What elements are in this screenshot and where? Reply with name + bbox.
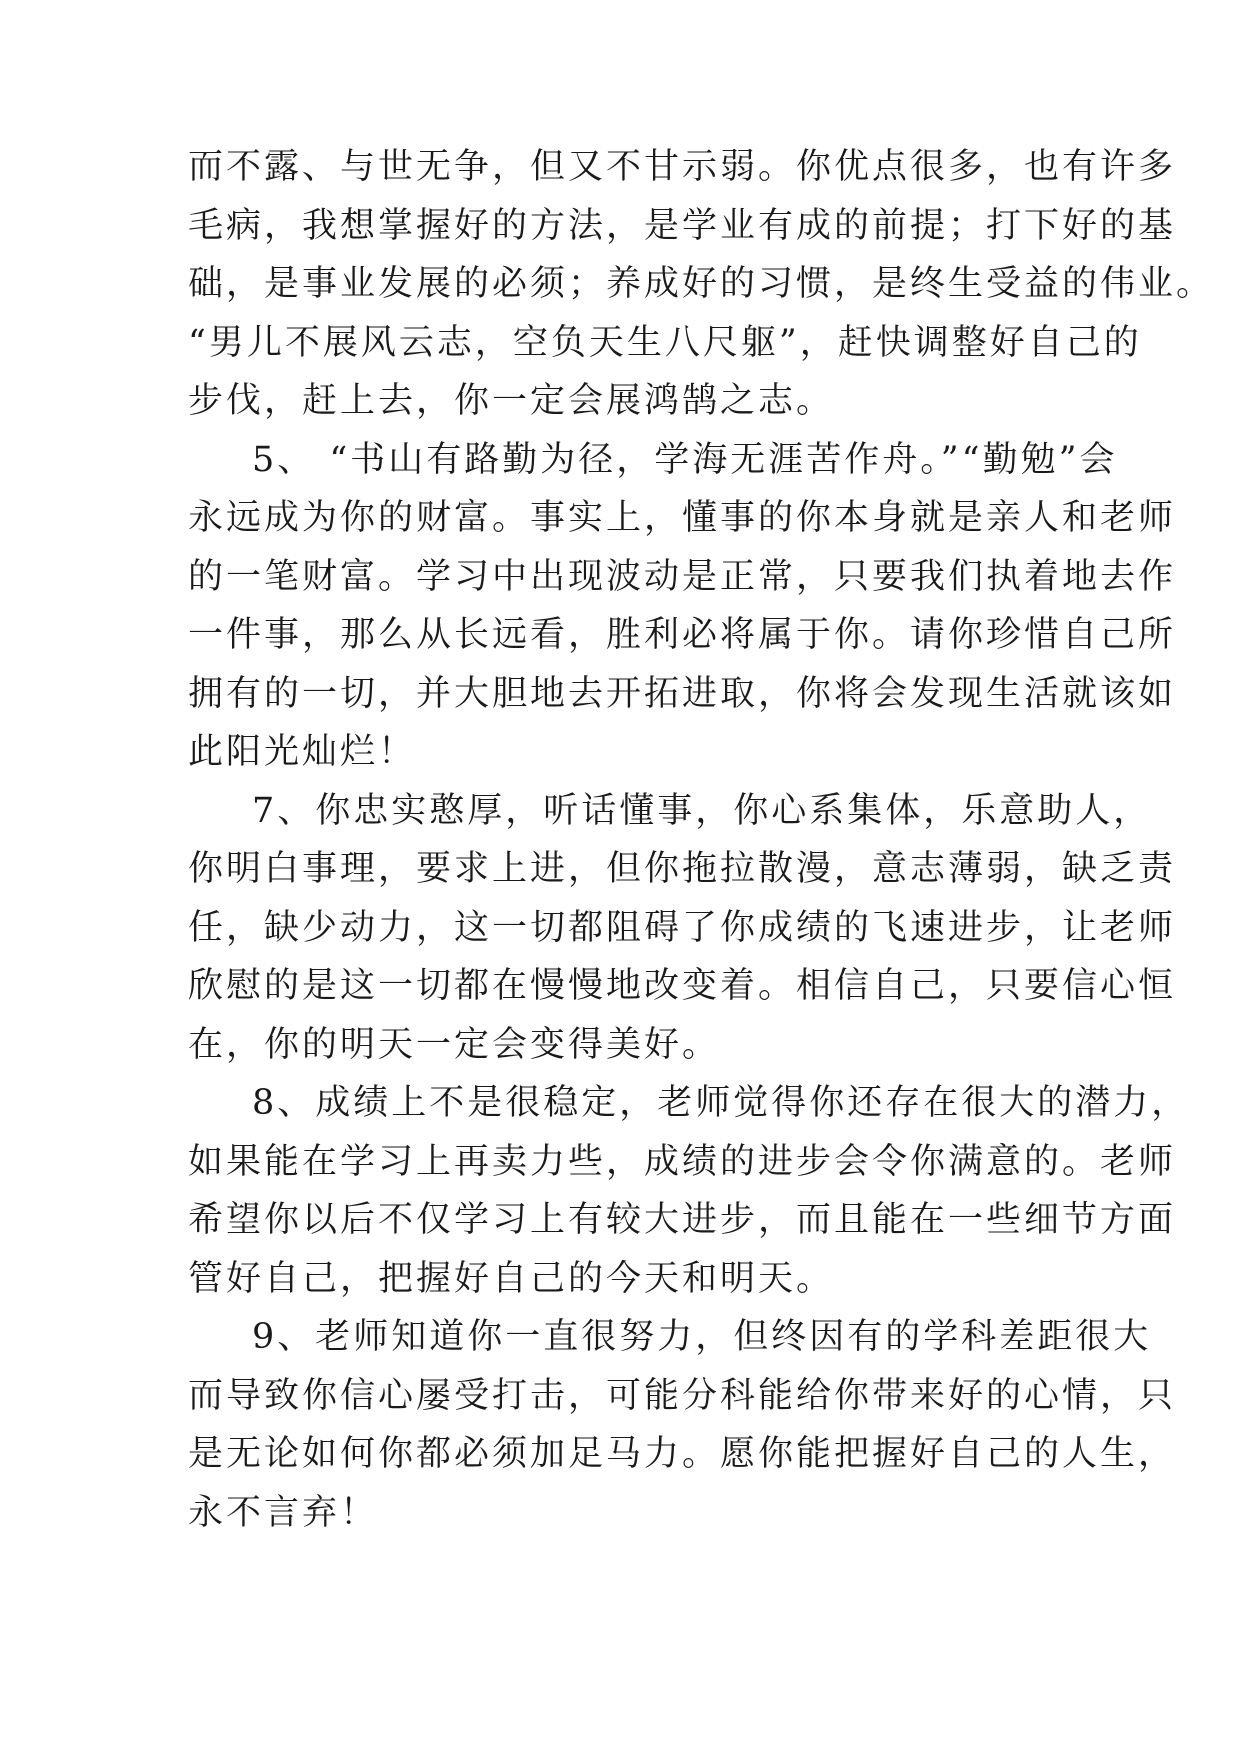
text-line: 8、成绩上不是很稳定，老师觉得你还存在很大的潜力， [252,1083,1190,1123]
text-line: 欣慰的是这一切都在慢慢地改变着。相信自己，只要信心恒 [188,966,1177,1006]
paragraph-item-5 [188,431,1177,782]
text-line: 是无论如何你都必须加足马力。愿你能把握好自己的人生， [188,1434,1177,1474]
text-line: 一件事，那么从长远看，胜利必将属于你。请你珍惜自己所 [188,615,1177,655]
text-line: 如果能在学习上再卖力些，成绩的进步会令你满意的。老师 [188,1141,1177,1182]
text-line: 任，缺少动力，这一切都阻碍了你成绩的飞速进步，让老师 [188,907,1177,948]
text-line: 管好自己，把握好自己的今天和明天。 [188,1258,835,1299]
text-line: 5、 “书山有路勤为径，学海无涯苦作舟。”“勤勉”会 [252,439,1118,480]
text-line: 而导致你信心屡受打击，可能分科能给你带来好的心情，只 [188,1375,1177,1416]
text-line: 9、老师知道你一直很努力，但终因有的学科差距很大 [252,1317,1152,1357]
paragraph-item-8 [188,1074,1190,1308]
text-line: 步伐，赶上去，你一定会展鸿鹄之志。 [188,381,835,421]
paragraph-item-9 [188,1308,1177,1542]
text-line: 7、你忠实憨厚，听话懂事，你心系集体，乐意助人， [252,790,1152,831]
text-line: 永远成为你的财富。事实上，懂事的你本身就是亲人和老师 [188,498,1177,538]
text-line: 此阳光灿烂！ [188,732,417,772]
paragraph-item-7 [188,782,1177,1075]
document-body [188,138,1215,1542]
paragraph-intro [188,138,1215,431]
text-line: 而不露、与世无争，但又不甘示弱。你优点很多，也有许多 [188,147,1177,187]
text-line: 础，是事业发展的必须；养成好的习惯，是终生受益的伟业。 [188,264,1215,304]
text-line: 希望你以后不仅学习上有较大进步，而且能在一些细节方面 [188,1200,1177,1240]
text-line: 你明白事理，要求上进，但你拖拉散漫，意志薄弱，缺乏责 [188,849,1177,889]
text-line: 的一笔财富。学习中出现波动是正常，只要我们执着地去作 [188,556,1177,597]
text-line: 在，你的明天一定会变得美好。 [188,1024,721,1065]
text-line: 永不言弃！ [188,1492,379,1533]
text-line: “男儿不展风云志，空负天生八尺躯”，赶快调整好自己的 [188,322,1142,363]
text-line: 拥有的一切，并大胆地去开拓进取，你将会发现生活就该如 [188,673,1177,714]
text-line: 毛病，我想掌握好的方法，是学业有成的前提；打下好的基 [188,205,1177,246]
